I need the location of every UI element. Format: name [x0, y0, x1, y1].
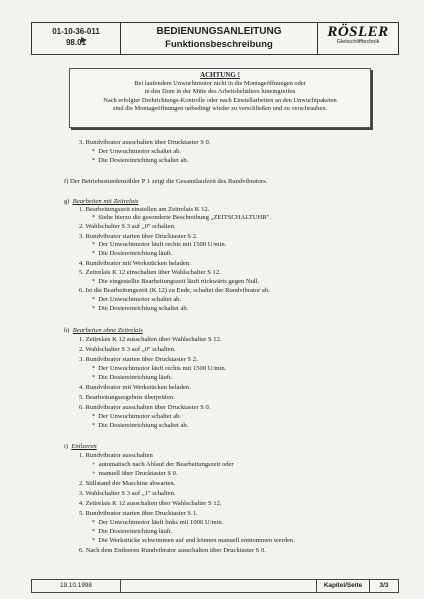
bullet-text: Die Dosiereinrichtung schaltet ab.	[98, 422, 189, 429]
list-item: 3. Rundvibrator ausschalten über Drucktaster S 0.	[79, 139, 211, 146]
bullet-text: Die Dosiereinrichtung schaltet ab.	[98, 305, 189, 312]
bullet-text: Der Unwuchtmotor läuft rechts mit 1500 U/min.	[98, 241, 227, 248]
document-footer	[31, 579, 399, 593]
section-prefix: g)	[64, 198, 70, 205]
list-item	[92, 148, 181, 156]
list-item	[92, 365, 226, 373]
bullet-star-icon: *	[92, 375, 95, 381]
list-item: 2. Stillstand der Maschine abwarten.	[79, 480, 176, 487]
list-item	[92, 214, 271, 222]
section-f-text: f) Der Betriebsstundenzähler P 1 zeigt die Gesamtlaufzeit des Rundvibrators.	[64, 178, 268, 185]
list-item: 3. Rundvibrator starten über Drucktaster S 2.	[79, 233, 198, 240]
bullet-text: Der Unwuchtmotor schaltet ab.	[98, 148, 182, 155]
list-item: 1. Rundvibrator ausschalten	[79, 452, 153, 459]
warning-line: Nach erfolgter Drehrichtungs-Kontrolle oder nach Einstellarbeiten an den Unwuchtpaketen	[103, 96, 337, 104]
bullet-text: Die Dosiereinrichtung schaltet ab.	[98, 157, 189, 164]
list-item	[92, 305, 188, 313]
bullet-star-icon: *	[92, 423, 95, 429]
doc-number: 01-10-36-011	[52, 27, 100, 36]
list-item: 3. Wahlschalter S 3 auf „1" schalten.	[79, 490, 176, 497]
bullet-text: Der Unwuchtmotor schaltet ab.	[98, 296, 182, 303]
list-item	[92, 470, 178, 478]
list-item	[92, 422, 188, 430]
list-item: 1. Zeitrelais K 12 ausschalten über Wahlschalter S 12.	[79, 336, 222, 343]
doc-id-cell	[32, 23, 121, 54]
bullet-text: Siehe hierzu die gesonderte Beschreibung „ZEITSCHALTUHR".	[98, 214, 272, 221]
bullet-star-icon: *	[92, 538, 95, 544]
warning-line: Bei laufendem Unwuchtmotor nicht in die Montageöffnungen oder	[134, 79, 306, 87]
list-item	[92, 537, 295, 545]
bullet-plus-icon: +	[92, 462, 96, 468]
section-prefix: i)	[64, 443, 69, 450]
bullet-text: Der Unwuchtmotor läuft rechts mit 1500 U/min.	[98, 365, 227, 372]
bullet-star-icon: *	[92, 158, 95, 164]
section-label: Bearbeiten mit Zeitrelais	[72, 198, 139, 205]
list-item: 6. Rundvibrator ausschalten über Drucktaster S 0.	[79, 404, 211, 411]
list-item: 3. Rundvibrator starten über Drucktaster S 2.	[79, 356, 198, 363]
bullet-text: Der Unwuchtmotor läuft links mit 1000 U/min.	[98, 519, 224, 526]
bullet-star-icon: *	[92, 251, 95, 257]
section-label: Entleeren	[71, 443, 97, 450]
list-item: 4. Zeitrelais K 12 ausschalten über Wahlschalter S 12.	[79, 500, 222, 507]
list-item: 6. Ist die Bearbeitungszeit (K 12) zu Ende, schaltet der Rundvibrator ab.	[79, 287, 270, 294]
bullet-star-icon: *	[92, 414, 95, 420]
list-item	[92, 241, 226, 249]
warning-title: ACHTUNG !	[200, 71, 240, 79]
bullet-star-icon: *	[92, 215, 95, 221]
list-item: 1. Bearbeitungszeit einstellen am Zeitrelais K 12.	[79, 206, 210, 213]
bullet-text: Die Dosiereinrichtung läuft.	[98, 374, 173, 381]
warning-line: sind die Montageöffnungen unbedingt wieder zu verschließen und zu verschrauben.	[112, 105, 328, 113]
section-i-heading	[64, 443, 97, 451]
company-logo-sub: Gleitschlifftechnik	[336, 39, 380, 45]
list-item: 6. Nach dem Entleeren Rundvibrator ausschalten über Drucktaster S 0.	[79, 547, 266, 554]
list-item	[92, 413, 181, 421]
list-item	[92, 278, 259, 286]
doc-title: BEDIENUNGSANLEITUNG	[156, 26, 282, 37]
footer-page-number: 3/3	[369, 580, 398, 592]
list-item	[92, 157, 188, 165]
bullet-star-icon: *	[92, 297, 95, 303]
bullet-star-icon: *	[92, 149, 95, 155]
bullet-star-icon: *	[92, 306, 95, 312]
list-item: 5. Bearbeitungsergebnis überprüfen.	[79, 394, 175, 401]
bullet-star-icon: *	[92, 366, 95, 372]
bullet-text: automatisch nach Ablauf der Bearbeitungszeit oder	[98, 461, 234, 468]
list-item: 2. Wahlschalter S 3 auf „0" schalten.	[79, 346, 176, 353]
bullet-text: Die Werkstücke schwimmen auf und können manuell entnommen werden.	[98, 537, 295, 544]
bullet-text: Die Dosiereinrichtung läuft.	[98, 250, 173, 257]
footer-chapter-label: Kapitel/Seite	[316, 580, 369, 592]
company-logo: RÖSLER	[327, 24, 389, 40]
list-item: 4. Rundvibrator mit Werkstücken beladen.	[79, 260, 191, 267]
title-cell	[121, 23, 317, 54]
logo-cell	[317, 23, 398, 54]
list-item: 5. Rundvibrator starten über Drucktaster S 1.	[79, 510, 198, 517]
warning-box	[69, 68, 371, 128]
bullet-text: Die Dosiereinrichtung läuft.	[98, 528, 173, 535]
bullet-star-icon: *	[92, 242, 95, 248]
list-item	[92, 528, 172, 536]
bullet-text: Die eingestellte Bearbeitungszeit läuft rückwärts gegen Null.	[98, 278, 260, 285]
footer-spacer	[121, 580, 316, 592]
list-item	[92, 461, 234, 469]
list-item: 4. Rundvibrator mit Werkstücken beladen.	[79, 384, 191, 391]
section-h-heading	[64, 327, 143, 335]
bullet-star-icon: *	[92, 279, 95, 285]
list-item: 2. Wahlschalter S 3 auf „0" schalten.	[79, 223, 176, 230]
bullet-plus-icon: +	[92, 471, 96, 477]
bullet-text: manuell über Drucktaster S 0.	[98, 470, 178, 477]
arrow-mark-icon	[81, 37, 87, 43]
warning-line: in den Dom in der Mitte des Arbeitsbehälters hineingreifen	[144, 88, 296, 96]
section-label: Bearbeiten ohne Zeitrelais	[72, 327, 143, 334]
list-item	[92, 519, 223, 527]
list-item	[92, 374, 172, 382]
doc-subtitle: Funktionsbeschreibung	[165, 39, 273, 50]
list-item: 5. Zeitrelais K 12 einschalten über Wahlschalter S 12.	[79, 269, 221, 276]
section-prefix: h)	[64, 327, 70, 334]
footer-date: 19.10.1998	[32, 580, 121, 592]
bullet-star-icon: *	[92, 520, 95, 526]
list-item	[92, 250, 172, 258]
doc-version: 98.01	[65, 38, 87, 47]
section-g-heading	[64, 198, 138, 206]
bullet-text: Der Unwuchtmotor schaltet ab.	[98, 413, 182, 420]
bullet-star-icon: *	[92, 529, 95, 535]
list-item	[92, 296, 181, 304]
